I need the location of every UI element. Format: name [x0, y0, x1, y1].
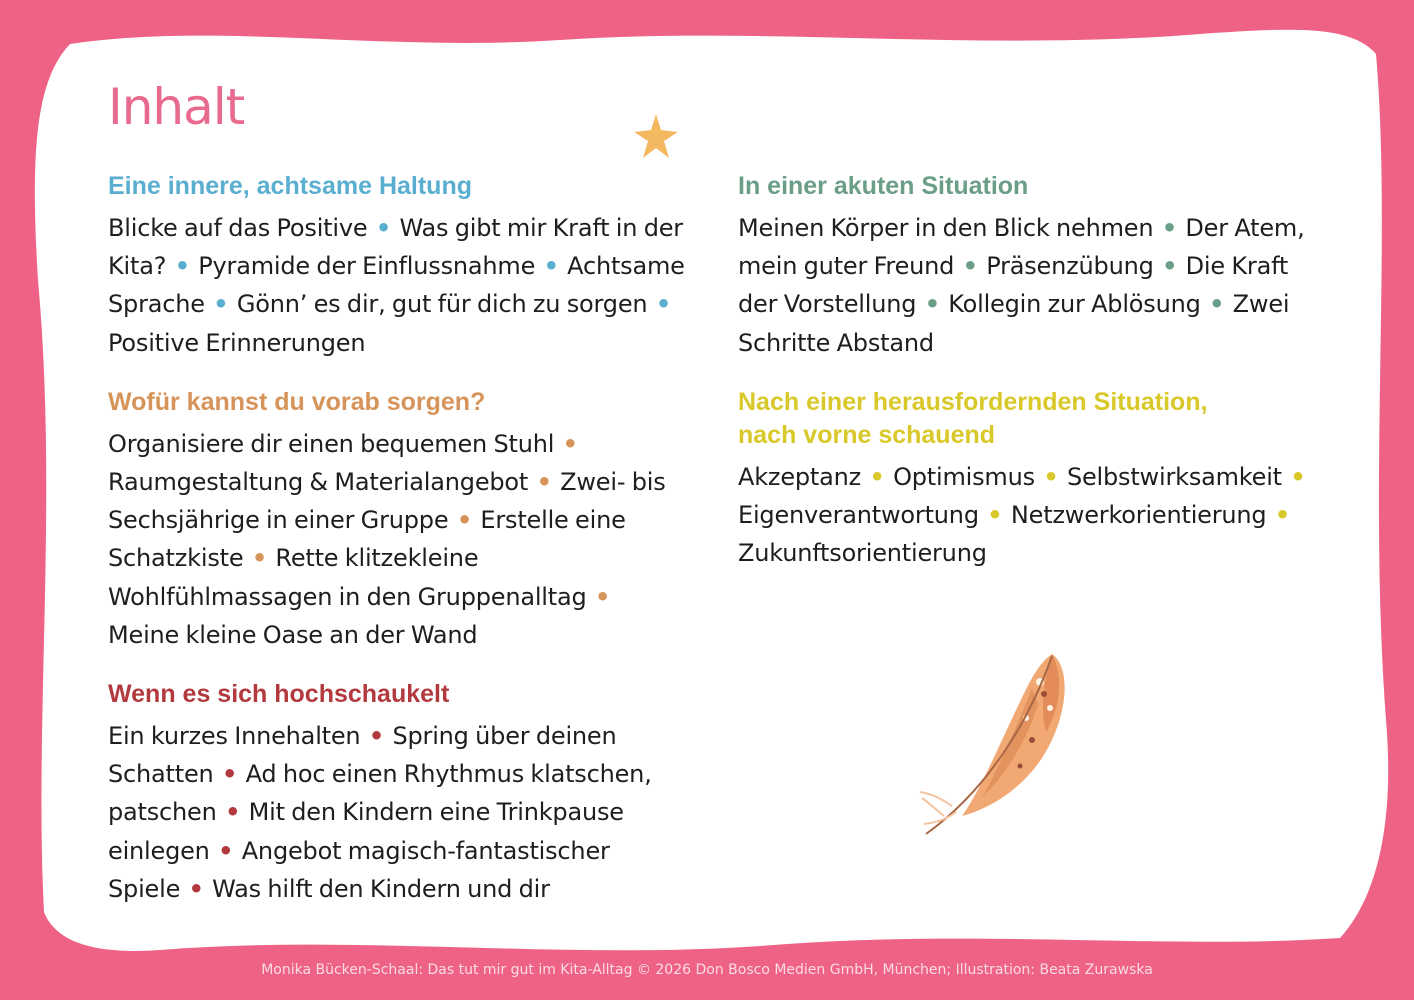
bullet-separator: •: [221, 760, 238, 789]
section-heading: In einer akuten Situation: [738, 172, 1029, 200]
list-item: Präsenzübung: [986, 252, 1154, 281]
feather-icon: [912, 648, 1082, 838]
list-item: Rette klitzekleine Wohlfühlmassagen in den Gruppenalltag: [108, 544, 587, 611]
list-item: Akzeptanz: [738, 462, 862, 491]
bullet-separator: •: [218, 836, 234, 865]
bullet-separator: •: [594, 582, 611, 611]
bullet-separator: •: [1161, 214, 1177, 242]
list-item: Achtsame Sprache: [108, 252, 685, 319]
bullet-separator: •: [869, 462, 885, 491]
list-item: Mit den Kindern eine Trinkpause einlegen: [108, 798, 624, 865]
list-item: Pyramide der Einflussnahme: [198, 252, 536, 281]
section-eine-innere-achtsame-haltung: [108, 170, 688, 362]
section-heading: Nach einer herausfordernden Situation, nach vorne schauend: [738, 387, 1208, 449]
bullet-separator: •: [1290, 462, 1306, 491]
list-item: Erstelle eine Schatzkiste: [108, 506, 626, 573]
list-item: Was gibt mir Kraft in der Kita?: [108, 214, 683, 281]
section-items: [108, 425, 688, 654]
list-item: Raumgestaltung & Materialangebot: [108, 468, 529, 497]
right-column: [738, 170, 1318, 572]
list-item: Gönn’ es dir, gut für dich zu sorgen: [236, 290, 648, 319]
list-item: Die Kraft der Vorstellung: [738, 252, 1289, 319]
list-item: Eigenverantwortung: [738, 501, 979, 530]
bullet-separator: •: [1162, 252, 1178, 281]
section-wofuer-kannst-du-vorab-sorgen: [108, 386, 688, 654]
section-items: [738, 209, 1318, 362]
list-item: Der Atem, mein guter Freund: [738, 214, 1305, 281]
bullet-separator: •: [251, 544, 267, 573]
list-item: Angebot magisch-fantastischer Spiele: [108, 836, 610, 903]
page-title: Inhalt: [108, 78, 245, 136]
star-icon: [632, 112, 680, 160]
list-item: Netzwerkorientierung: [1010, 501, 1267, 530]
list-item: Ein kurzes Innehalten: [108, 722, 361, 751]
list-item: Selbstwirksamkeit: [1066, 462, 1282, 491]
bullet-separator: •: [1209, 290, 1225, 319]
bullet-separator: •: [1043, 462, 1059, 491]
section-nach-einer-herausfordernden-situation: [738, 386, 1318, 573]
list-item: Optimismus: [893, 462, 1035, 491]
copyright-footer: Monika Bücken-Schaal: Das tut mir gut im Kita-Alltag © 2026 Don Bosco Medien GmbH, München; Illustration: Beata Zurawska: [261, 962, 1153, 978]
bullet-separator: •: [188, 874, 204, 903]
list-item: Blicke auf das Positive: [108, 214, 368, 242]
bullet-separator: •: [543, 252, 559, 281]
bullet-separator: •: [536, 468, 552, 497]
bullet-separator: •: [225, 798, 241, 827]
section-items: [108, 209, 688, 362]
list-item: Positive Erinnerungen: [108, 328, 366, 357]
bullet-separator: •: [987, 501, 1003, 530]
list-item: Zwei Schritte Abstand: [738, 290, 1290, 357]
bullet-separator: •: [174, 252, 190, 281]
bullet-separator: •: [456, 506, 472, 535]
section-heading: Wofür kannst du vorab sorgen?: [108, 387, 486, 416]
section-heading: Wenn es sich hochschaukelt: [108, 680, 450, 709]
bullet-separator: •: [562, 429, 578, 458]
bullet-separator: •: [1274, 501, 1291, 530]
left-column: [108, 170, 688, 908]
bullet-separator: •: [213, 290, 229, 319]
section-items: [108, 717, 688, 908]
list-item: Zukunftsorientierung: [738, 539, 987, 568]
section-items: [738, 458, 1318, 573]
bullet-separator: •: [924, 290, 940, 319]
bullet-separator: •: [368, 722, 385, 751]
list-item: Meine kleine Oase an der Wand: [108, 620, 478, 649]
section-heading: Eine innere, achtsame Haltung: [108, 172, 472, 200]
list-item: Meinen Körper in den Blick nehmen: [738, 214, 1154, 242]
list-item: Zwei- bis Sechsjährige in einer Gruppe: [108, 468, 666, 535]
list-item: Organisiere dir einen bequemen Stuhl: [108, 429, 555, 458]
list-item: Was hilft den Kindern und dir: [212, 874, 550, 903]
list-item: Spring über deinen Schatten: [108, 722, 617, 789]
section-in-einer-akuten-situation: [738, 170, 1318, 362]
bullet-separator: •: [375, 214, 392, 242]
list-item: Kollegin zur Ablösung: [948, 290, 1201, 319]
bullet-separator: •: [655, 290, 671, 319]
bullet-separator: •: [962, 252, 978, 281]
section-wenn-es-sich-hochschaukelt: [108, 678, 688, 908]
list-item: Ad hoc einen Rhythmus klatschen, patschen: [108, 760, 652, 827]
